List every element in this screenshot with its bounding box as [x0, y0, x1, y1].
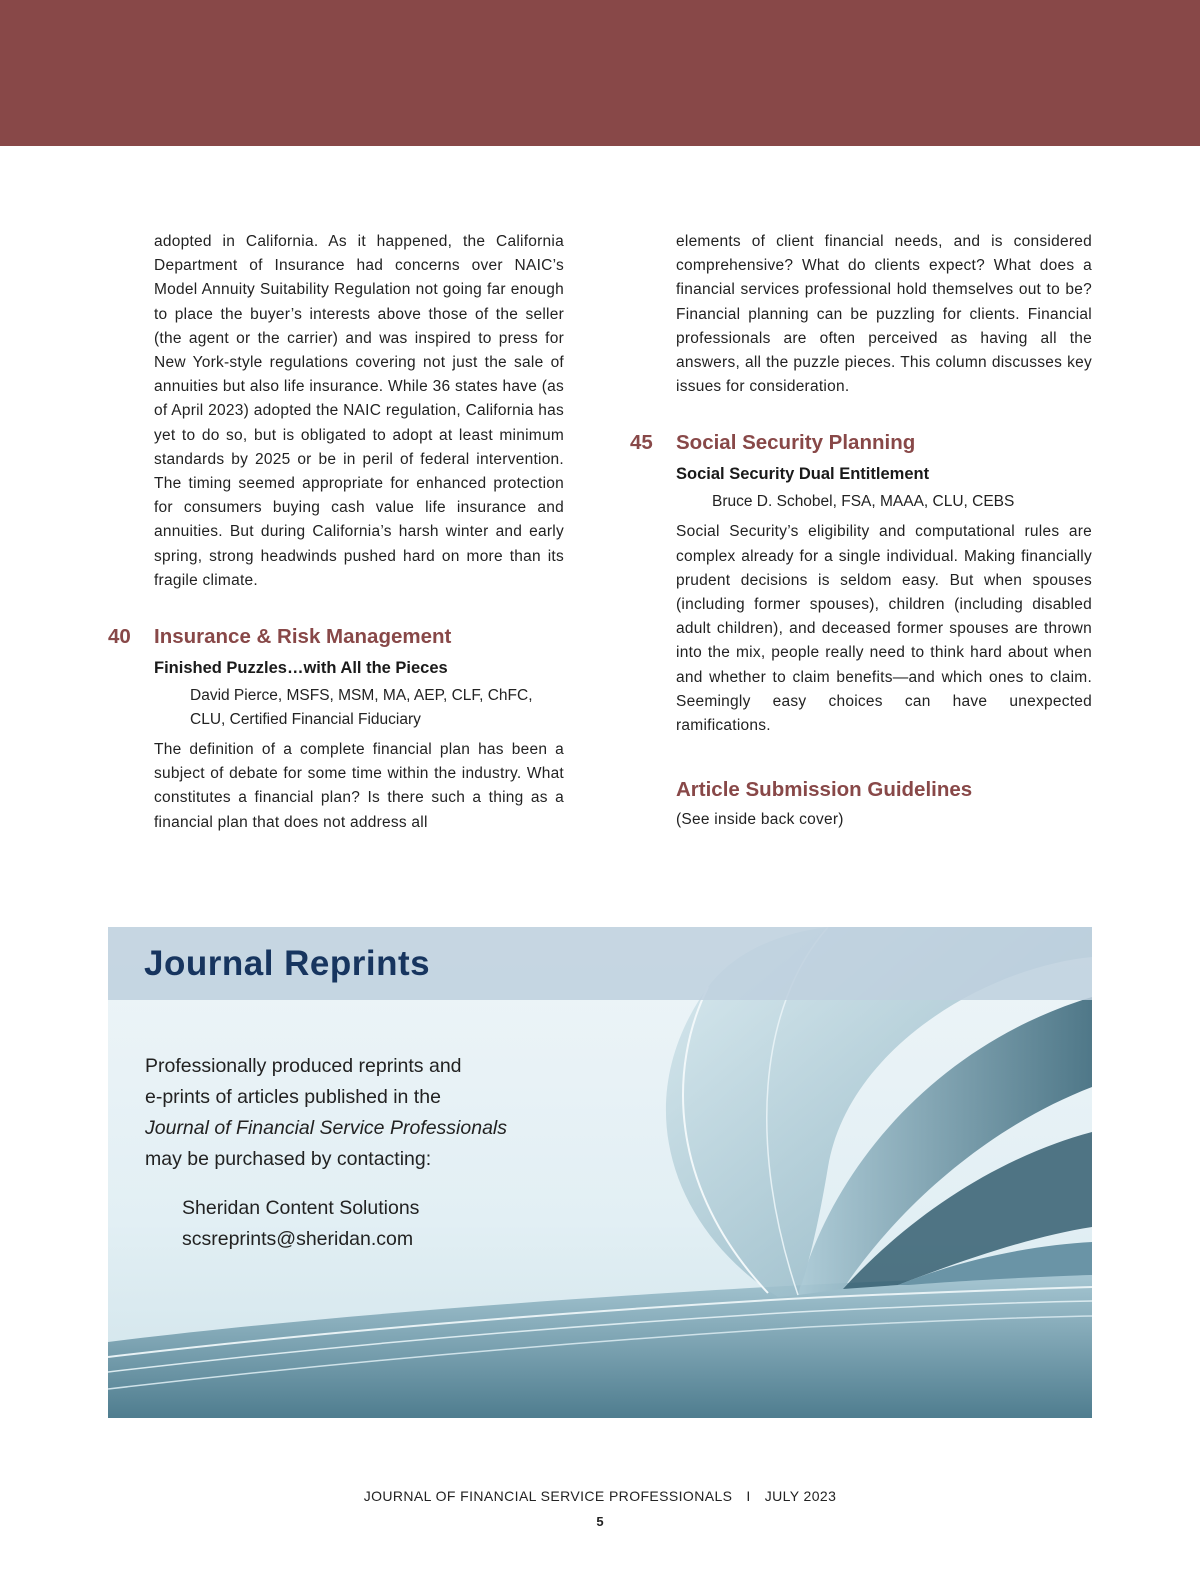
reprints-description [145, 1051, 585, 1175]
guidelines-note: (See inside back cover) [676, 811, 844, 829]
header-band [0, 0, 1200, 146]
article-title: Finished Puzzles…with All the Pieces [154, 659, 448, 678]
author-line-1: David Pierce, MSFS, MSM, MA, AEP, CLF, ChFC, [190, 687, 533, 705]
continued-paragraph: elements of client financial needs, and is considered comprehensive? What do clients expect? What does a financial services professional hold themselves out to be? Financial planning can be puzzling for clients. Financial professionals are often perceived as having all the answers, all the puzzle pieces. This column discusses key issues for consideration. [676, 233, 1092, 396]
page-footer [0, 1488, 1200, 1504]
author-line-2: CLU, Certified Financial Fiduciary [190, 711, 421, 729]
section-heading-insurance [108, 625, 564, 659]
reprints-contact [182, 1193, 419, 1255]
reprints-line-4: may be purchased by contacting: [145, 1148, 432, 1170]
section-title: Insurance & Risk Management [154, 625, 452, 649]
reprints-line-1: Professionally produced reprints and [145, 1055, 462, 1077]
footer-journal: JOURNAL OF FINANCIAL SERVICE PROFESSIONALS [363, 1488, 733, 1504]
right-column [630, 230, 1092, 832]
section-heading-social-security [630, 431, 1092, 465]
page-number: 5 [596, 1514, 604, 1529]
article-title: Social Security Dual Entitlement [676, 465, 930, 484]
section-page-number: 45 [630, 431, 653, 455]
footer-separator: I [746, 1488, 751, 1504]
guidelines-heading [630, 778, 1092, 808]
article-paragraph: The definition of a complete financial plan has been a subject of debate for some time within the industry. What constitutes a financial plan? Is there such a thing as a financial plan that does not address all [154, 741, 564, 831]
intro-paragraph: adopted in California. As it happened, the California Department of Insurance had concerns over NAIC’s Model Annuity Suitability Regulation not going far enough to place the buyer’s interests above those of the seller (the agent or the carrier) and was inspired to press for New York-style regulations covering not just the sale of annuities but also life insurance. While 36 states have (as of April 2023) adopted the NAIC regulation, California has yet to do so, but is obligated to adopt at least minimum standards by 2025 or be in peril of federal intervention. The timing seemed appropriate for enhanced protection for consumers buying cash value life insurance and annuities. But during California’s harsh winter and early spring, strong headwinds pushed hard on more than its fragile climate. [154, 233, 564, 589]
left-column [108, 230, 564, 835]
reprints-line-2: e-prints of articles published in the [145, 1086, 441, 1108]
reprints-title: Journal Reprints [144, 944, 431, 983]
article-author: Bruce D. Schobel, FSA, MAAA, CLU, CEBS [712, 493, 1015, 511]
guidelines-title: Article Submission Guidelines [676, 778, 973, 802]
article-paragraph: Social Security’s eligibility and computational rules are complex already for a single individual. Making financially prudent decisions is seldom easy. But when spouses (including former spouses), children (including disabled adult children), and deceased former spouses are thrown into the mix, people really need to think hard about when and whether to claim benefits—and which ones to claim. Seemingly easy choices can have unexpected ramifications. [676, 523, 1092, 735]
section-page-number: 40 [108, 625, 131, 649]
article-author [190, 684, 564, 732]
section-title: Social Security Planning [676, 431, 916, 455]
footer-date: JULY 2023 [764, 1488, 837, 1504]
journal-name: Journal of Financial Service Professionals [145, 1117, 508, 1139]
journal-reprints-box [108, 927, 1092, 1418]
contact-name: Sheridan Content Solutions [182, 1197, 420, 1219]
contact-email[interactable]: scsreprints@sheridan.com [182, 1228, 414, 1250]
